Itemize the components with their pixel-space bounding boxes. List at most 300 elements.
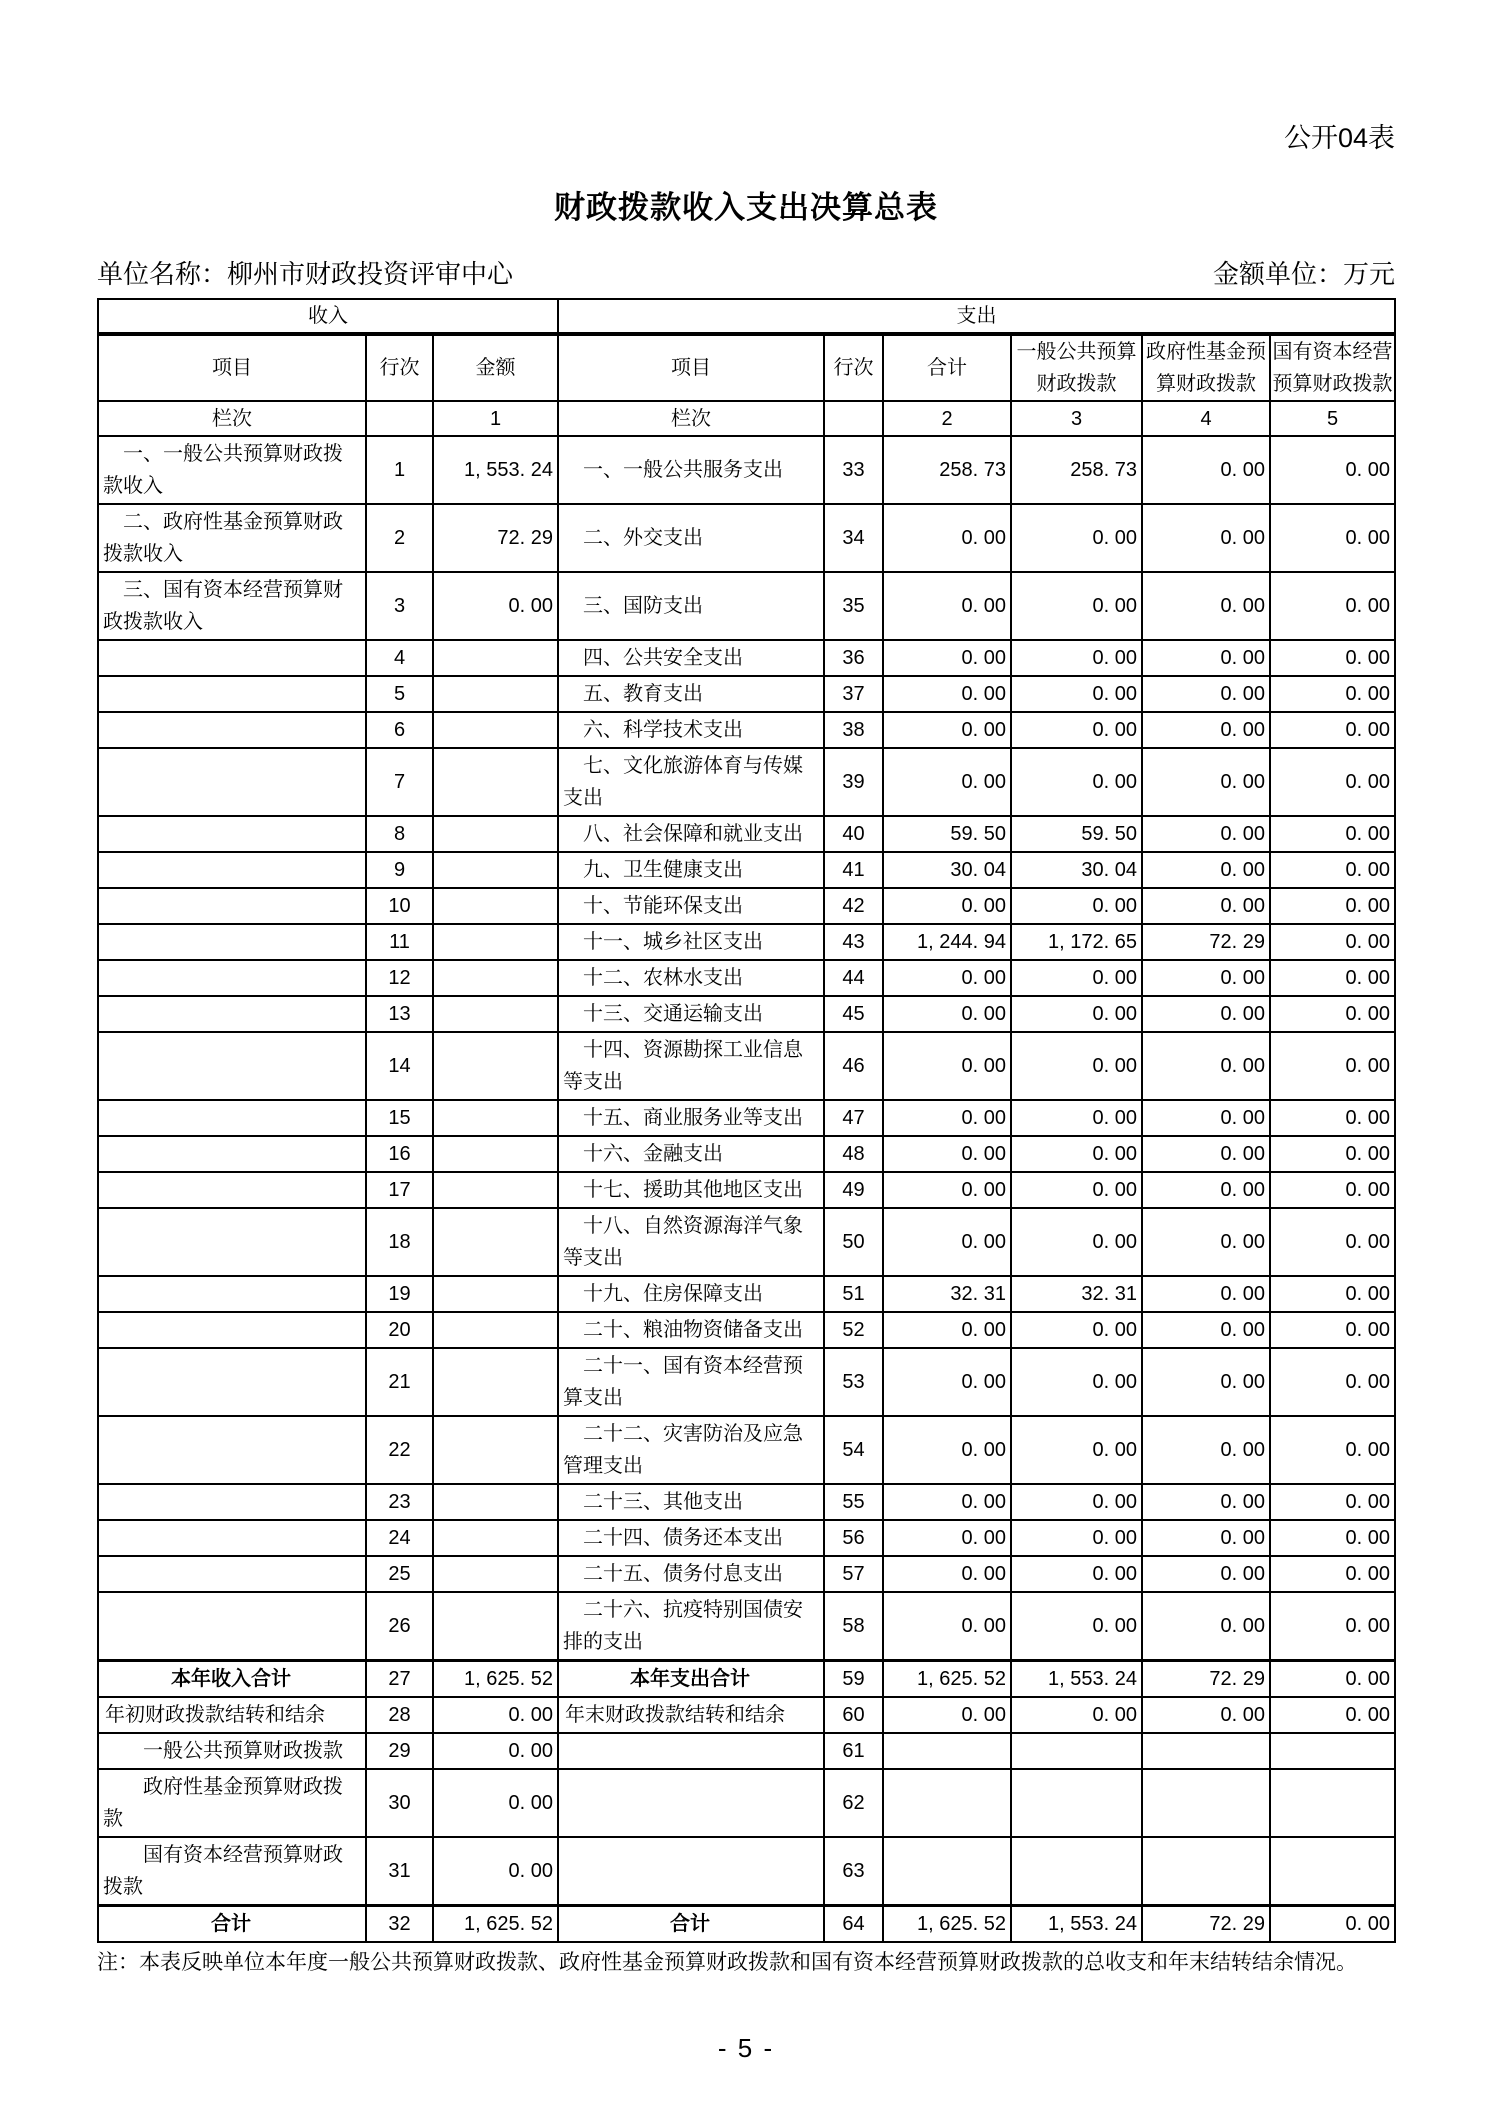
amount-cell: 0. 00: [1011, 1136, 1142, 1172]
table-row: [98, 1556, 1395, 1592]
table-row: [98, 816, 1395, 852]
amount-cell: 0. 00: [1011, 504, 1142, 572]
col-header-general-budget: 一般公共预算财政拨款: [1011, 334, 1142, 401]
table-row: [98, 1136, 1395, 1172]
index-cell: 5: [1270, 401, 1395, 436]
line-no-cell: 14: [366, 1032, 433, 1100]
amount-cell: 0. 00: [1142, 1136, 1270, 1172]
amount-cell: 0. 00: [1270, 1136, 1395, 1172]
item-cell: [98, 1556, 366, 1592]
line-no-cell: 39: [824, 748, 883, 816]
table-row: [98, 504, 1395, 572]
amount-cell: 0. 00: [1270, 1697, 1395, 1733]
line-no-cell: 46: [824, 1032, 883, 1100]
line-no-cell: 28: [366, 1697, 433, 1733]
table-row: [98, 1172, 1395, 1208]
item-cell: [98, 1348, 366, 1416]
amount-cell: 0. 00: [433, 1837, 558, 1906]
table-row: [98, 888, 1395, 924]
amount-cell: 0. 00: [1011, 676, 1142, 712]
income-group-header: 收入: [98, 299, 558, 334]
col-header-gov-fund: 政府性基金预算财政拨款: [1142, 334, 1270, 401]
table-row: [98, 1661, 1395, 1698]
table-row: [98, 1100, 1395, 1136]
amount-cell: 0. 00: [1142, 436, 1270, 504]
amount-cell: 0. 00: [883, 572, 1011, 640]
amount-cell: [433, 1592, 558, 1661]
amount-cell: 0. 00: [1270, 1416, 1395, 1484]
amount-cell: 0. 00: [1270, 1348, 1395, 1416]
amount-cell: 0. 00: [1142, 1697, 1270, 1733]
line-no-cell: 17: [366, 1172, 433, 1208]
item-cell: [98, 1136, 366, 1172]
item-cell: 二十四、债务还本支出: [558, 1520, 824, 1556]
item-cell: 国有资本经营预算财政拨款: [98, 1837, 366, 1906]
table-row: [98, 1837, 1395, 1906]
amount-cell: 0. 00: [883, 1592, 1011, 1661]
amount-cell: 0. 00: [1142, 1484, 1270, 1520]
amount-cell: 0. 00: [883, 1348, 1011, 1416]
amount-cell: [433, 1172, 558, 1208]
amount-cell: [1270, 1837, 1395, 1906]
line-no-cell: 26: [366, 1592, 433, 1661]
line-no-cell: 24: [366, 1520, 433, 1556]
line-no-cell: 4: [366, 640, 433, 676]
page: [97, 0, 1395, 2064]
amount-cell: 0. 00: [883, 676, 1011, 712]
amount-cell: 0. 00: [1270, 504, 1395, 572]
amount-cell: [883, 1769, 1011, 1837]
line-no-cell: 3: [366, 572, 433, 640]
amount-cell: 0. 00: [1142, 1172, 1270, 1208]
amount-cell: 0. 00: [883, 1208, 1011, 1276]
index-cell: [366, 401, 433, 436]
expense-group-header: 支出: [558, 299, 1395, 334]
amount-cell: 0. 00: [1142, 1100, 1270, 1136]
amount-cell: 0. 00: [1011, 748, 1142, 816]
item-cell: [558, 1837, 824, 1906]
amount-cell: 0. 00: [1142, 640, 1270, 676]
line-no-cell: 1: [366, 436, 433, 504]
item-cell: 合计: [98, 1906, 366, 1943]
line-no-cell: 59: [824, 1661, 883, 1698]
amount-cell: 0. 00: [433, 572, 558, 640]
table-row: [98, 1769, 1395, 1837]
item-cell: [98, 1276, 366, 1312]
line-no-cell: 8: [366, 816, 433, 852]
amount-cell: 0. 00: [1270, 572, 1395, 640]
item-cell: [98, 712, 366, 748]
line-no-cell: 49: [824, 1172, 883, 1208]
item-cell: 一般公共预算财政拨款: [98, 1733, 366, 1769]
amount-cell: [433, 640, 558, 676]
line-no-cell: 33: [824, 436, 883, 504]
amount-cell: 1, 553. 24: [433, 436, 558, 504]
index-cell: 栏次: [98, 401, 366, 436]
line-no-cell: 42: [824, 888, 883, 924]
amount-cell: 1, 244. 94: [883, 924, 1011, 960]
amount-cell: [1142, 1733, 1270, 1769]
line-no-cell: 9: [366, 852, 433, 888]
amount-cell: 0. 00: [1270, 960, 1395, 996]
amount-cell: 0. 00: [883, 1032, 1011, 1100]
line-no-cell: 38: [824, 712, 883, 748]
amount-cell: 30. 04: [1011, 852, 1142, 888]
item-cell: [98, 960, 366, 996]
line-no-cell: 2: [366, 504, 433, 572]
amount-cell: [1011, 1733, 1142, 1769]
line-no-cell: 54: [824, 1416, 883, 1484]
item-cell: 十八、自然资源海洋气象等支出: [558, 1208, 824, 1276]
amount-cell: 0. 00: [1142, 960, 1270, 996]
amount-cell: 32. 31: [1011, 1276, 1142, 1312]
amount-cell: 0. 00: [1011, 1697, 1142, 1733]
item-cell: 十七、援助其他地区支出: [558, 1172, 824, 1208]
amount-cell: [433, 1208, 558, 1276]
line-no-cell: 61: [824, 1733, 883, 1769]
amount-cell: 0. 00: [1270, 640, 1395, 676]
line-no-cell: 44: [824, 960, 883, 996]
amount-cell: 0. 00: [1270, 852, 1395, 888]
item-cell: [558, 1769, 824, 1837]
item-cell: 二十五、债务付息支出: [558, 1556, 824, 1592]
amount-cell: 0. 00: [883, 640, 1011, 676]
line-no-cell: 27: [366, 1661, 433, 1698]
amount-cell: 0. 00: [1011, 1556, 1142, 1592]
amount-cell: 0. 00: [1011, 1208, 1142, 1276]
amount-cell: [433, 888, 558, 924]
line-no-cell: 45: [824, 996, 883, 1032]
table-row: [98, 1416, 1395, 1484]
amount-cell: 0. 00: [1270, 1906, 1395, 1943]
amount-cell: 0. 00: [1270, 1556, 1395, 1592]
item-cell: 十五、商业服务业等支出: [558, 1100, 824, 1136]
amount-cell: 0. 00: [883, 1556, 1011, 1592]
amount-cell: 0. 00: [1011, 572, 1142, 640]
footnote: 注：本表反映单位本年度一般公共预算财政拨款、政府性基金预算财政拨款和国有资本经营预算财政拨款的总收支和年末结转结余情况。: [97, 1951, 1357, 1974]
group-header-row: [98, 299, 1395, 334]
line-no-cell: 50: [824, 1208, 883, 1276]
amount-cell: [433, 1312, 558, 1348]
amount-cell: 1, 172. 65: [1011, 924, 1142, 960]
amount-cell: 0. 00: [1270, 1592, 1395, 1661]
amount-cell: [1270, 1733, 1395, 1769]
item-cell: [98, 924, 366, 960]
amount-cell: 0. 00: [883, 888, 1011, 924]
amount-cell: 0. 00: [1142, 1276, 1270, 1312]
item-cell: 三、国防支出: [558, 572, 824, 640]
item-cell: 二、政府性基金预算财政拨款收入: [98, 504, 366, 572]
amount-cell: 258. 73: [1011, 436, 1142, 504]
amount-cell: 0. 00: [1011, 960, 1142, 996]
line-no-cell: 20: [366, 1312, 433, 1348]
amount-cell: 0. 00: [883, 1520, 1011, 1556]
amount-cell: [433, 1348, 558, 1416]
col-header-expense-total: 合计: [883, 334, 1011, 401]
amount-cell: [433, 1520, 558, 1556]
line-no-cell: 57: [824, 1556, 883, 1592]
line-no-cell: 43: [824, 924, 883, 960]
amount-cell: 0. 00: [883, 996, 1011, 1032]
item-cell: 九、卫生健康支出: [558, 852, 824, 888]
item-cell: [98, 748, 366, 816]
amount-cell: 0. 00: [1142, 1208, 1270, 1276]
amount-cell: [433, 1136, 558, 1172]
form-code: 公开04表: [1283, 123, 1395, 153]
line-no-cell: 48: [824, 1136, 883, 1172]
table-row: [98, 1276, 1395, 1312]
page-title: 财政拨款收入支出决算总表: [554, 190, 938, 225]
item-cell: [98, 1312, 366, 1348]
page-number: - 5 -: [717, 2033, 775, 2063]
item-cell: 本年支出合计: [558, 1661, 824, 1698]
amount-cell: 0. 00: [1270, 1520, 1395, 1556]
amount-cell: 1, 553. 24: [1011, 1661, 1142, 1698]
col-header-expense-line: 行次: [824, 334, 883, 401]
line-no-cell: 36: [824, 640, 883, 676]
col-header-expense-item: 项目: [558, 334, 824, 401]
line-no-cell: 13: [366, 996, 433, 1032]
amount-cell: 0. 00: [1142, 1032, 1270, 1100]
amount-cell: [1011, 1769, 1142, 1837]
amount-cell: 0. 00: [1270, 1208, 1395, 1276]
amount-cell: 0. 00: [1011, 1312, 1142, 1348]
amount-cell: 0. 00: [883, 1416, 1011, 1484]
item-cell: 二十一、国有资本经营预算支出: [558, 1348, 824, 1416]
line-no-cell: 34: [824, 504, 883, 572]
amount-cell: [433, 1100, 558, 1136]
item-cell: 十九、住房保障支出: [558, 1276, 824, 1312]
amount-cell: 0. 00: [1142, 572, 1270, 640]
item-cell: 二十二、灾害防治及应急管理支出: [558, 1416, 824, 1484]
amount-cell: 0. 00: [1270, 996, 1395, 1032]
amount-cell: 0. 00: [1142, 748, 1270, 816]
item-cell: 十四、资源勘探工业信息等支出: [558, 1032, 824, 1100]
column-header-row: [98, 334, 1395, 401]
table-row: [98, 1208, 1395, 1276]
line-no-cell: 58: [824, 1592, 883, 1661]
line-no-cell: 41: [824, 852, 883, 888]
amount-cell: 1, 625. 52: [883, 1906, 1011, 1943]
index-cell: 1: [433, 401, 558, 436]
amount-cell: 0. 00: [433, 1733, 558, 1769]
amount-cell: 0. 00: [1011, 1416, 1142, 1484]
amount-cell: 0. 00: [1142, 712, 1270, 748]
table-row: [98, 1906, 1395, 1943]
item-cell: 十一、城乡社区支出: [558, 924, 824, 960]
item-cell: 三、国有资本经营预算财政拨款收入: [98, 572, 366, 640]
item-cell: 二十、粮油物资储备支出: [558, 1312, 824, 1348]
amount-cell: 0. 00: [1142, 1592, 1270, 1661]
line-no-cell: 47: [824, 1100, 883, 1136]
amount-cell: 0. 00: [1011, 640, 1142, 676]
item-cell: [98, 1416, 366, 1484]
amount-cell: 0. 00: [1270, 1172, 1395, 1208]
amount-cell: 0. 00: [1011, 1032, 1142, 1100]
table-row: [98, 1312, 1395, 1348]
line-no-cell: 52: [824, 1312, 883, 1348]
amount-cell: 0. 00: [1270, 924, 1395, 960]
amount-cell: 0. 00: [883, 712, 1011, 748]
amount-cell: 0. 00: [1011, 1348, 1142, 1416]
amount-cell: [1142, 1769, 1270, 1837]
amount-cell: 0. 00: [1142, 852, 1270, 888]
line-no-cell: 5: [366, 676, 433, 712]
line-no-cell: 25: [366, 1556, 433, 1592]
item-cell: 十三、交通运输支出: [558, 996, 824, 1032]
item-cell: 六、科学技术支出: [558, 712, 824, 748]
table-row: [98, 852, 1395, 888]
unit-name: 单位名称：柳州市财政投资评审中心: [97, 259, 514, 289]
amount-cell: [433, 1416, 558, 1484]
item-cell: 十、节能环保支出: [558, 888, 824, 924]
col-header-income-item: 项目: [98, 334, 366, 401]
item-cell: [98, 1208, 366, 1276]
table-row: [98, 712, 1395, 748]
amount-cell: 0. 00: [883, 960, 1011, 996]
item-cell: 一、一般公共预算财政拨款收入: [98, 436, 366, 504]
item-cell: [98, 1520, 366, 1556]
amount-cell: [433, 852, 558, 888]
amount-cell: 72. 29: [1142, 924, 1270, 960]
amount-cell: 0. 00: [1142, 1312, 1270, 1348]
line-no-cell: 19: [366, 1276, 433, 1312]
amount-cell: 0. 00: [1142, 888, 1270, 924]
amount-cell: 0. 00: [1270, 816, 1395, 852]
amount-cell: [433, 1032, 558, 1100]
item-cell: 十六、金融支出: [558, 1136, 824, 1172]
amount-cell: 0. 00: [883, 748, 1011, 816]
item-cell: [98, 1592, 366, 1661]
line-no-cell: 64: [824, 1906, 883, 1943]
item-cell: 二十三、其他支出: [558, 1484, 824, 1520]
meta-row: [97, 258, 1395, 290]
index-cell: 栏次: [558, 401, 824, 436]
line-no-cell: 10: [366, 888, 433, 924]
item-cell: [98, 816, 366, 852]
amount-cell: 0. 00: [1142, 676, 1270, 712]
amount-cell: 258. 73: [883, 436, 1011, 504]
line-no-cell: 62: [824, 1769, 883, 1837]
table-row: [98, 1697, 1395, 1733]
line-no-cell: 40: [824, 816, 883, 852]
amount-cell: [1011, 1837, 1142, 1906]
amount-cell: 1, 625. 52: [433, 1906, 558, 1943]
index-cell: 3: [1011, 401, 1142, 436]
amount-cell: 0. 00: [883, 504, 1011, 572]
amount-cell: 0. 00: [1270, 1661, 1395, 1698]
index-cell: 2: [883, 401, 1011, 436]
amount-cell: 0. 00: [1011, 1592, 1142, 1661]
amount-cell: 0. 00: [1142, 1348, 1270, 1416]
table-row: [98, 996, 1395, 1032]
item-cell: [98, 676, 366, 712]
line-no-cell: 60: [824, 1697, 883, 1733]
amount-cell: 0. 00: [1270, 1484, 1395, 1520]
line-no-cell: 23: [366, 1484, 433, 1520]
item-cell: [98, 852, 366, 888]
item-cell: 四、公共安全支出: [558, 640, 824, 676]
amount-cell: 0. 00: [1270, 1276, 1395, 1312]
line-no-cell: 15: [366, 1100, 433, 1136]
column-index-row: [98, 401, 1395, 436]
table-row: [98, 640, 1395, 676]
table-row: [98, 1520, 1395, 1556]
amount-cell: [433, 924, 558, 960]
amount-cell: 0. 00: [1270, 888, 1395, 924]
amount-cell: 0. 00: [883, 1172, 1011, 1208]
amount-cell: [433, 712, 558, 748]
amount-cell: 1, 625. 52: [433, 1661, 558, 1698]
line-no-cell: 22: [366, 1416, 433, 1484]
amount-cell: 32. 31: [883, 1276, 1011, 1312]
table-row: [98, 924, 1395, 960]
amount-cell: 72. 29: [1142, 1661, 1270, 1698]
amount-cell: 0. 00: [1142, 816, 1270, 852]
amount-cell: 1, 553. 24: [1011, 1906, 1142, 1943]
amount-cell: 0. 00: [883, 1484, 1011, 1520]
amount-cell: 72. 29: [433, 504, 558, 572]
item-cell: 本年收入合计: [98, 1661, 366, 1698]
amount-cell: 0. 00: [1011, 1484, 1142, 1520]
item-cell: [98, 1100, 366, 1136]
amount-cell: 0. 00: [433, 1697, 558, 1733]
amount-cell: [433, 996, 558, 1032]
amount-cell: 0. 00: [1011, 888, 1142, 924]
table-body: [98, 436, 1395, 1942]
line-no-cell: 55: [824, 1484, 883, 1520]
item-cell: 年末财政拨款结转和结余: [558, 1697, 824, 1733]
line-no-cell: 12: [366, 960, 433, 996]
amount-cell: 0. 00: [1142, 1520, 1270, 1556]
amount-cell: 0. 00: [883, 1312, 1011, 1348]
amount-cell: 0. 00: [1270, 748, 1395, 816]
col-header-income-line: 行次: [366, 334, 433, 401]
amount-cell: [883, 1733, 1011, 1769]
line-no-cell: 32: [366, 1906, 433, 1943]
line-no-cell: 30: [366, 1769, 433, 1837]
table-row: [98, 676, 1395, 712]
table-row: [98, 436, 1395, 504]
item-cell: 合计: [558, 1906, 824, 1943]
amount-cell: [433, 1276, 558, 1312]
item-cell: 年初财政拨款结转和结余: [98, 1697, 366, 1733]
item-cell: [98, 640, 366, 676]
item-cell: [98, 888, 366, 924]
item-cell: 五、教育支出: [558, 676, 824, 712]
amount-cell: 0. 00: [883, 1136, 1011, 1172]
amount-cell: 59. 50: [1011, 816, 1142, 852]
amount-cell: 0. 00: [1270, 1312, 1395, 1348]
line-no-cell: 29: [366, 1733, 433, 1769]
amount-cell: 0. 00: [1270, 1032, 1395, 1100]
item-cell: [98, 1172, 366, 1208]
amount-cell: 0. 00: [883, 1697, 1011, 1733]
amount-cell: [883, 1837, 1011, 1906]
item-cell: [98, 996, 366, 1032]
table-row: [98, 572, 1395, 640]
line-no-cell: 51: [824, 1276, 883, 1312]
line-no-cell: 16: [366, 1136, 433, 1172]
line-no-cell: 31: [366, 1837, 433, 1906]
item-cell: 二十六、抗疫特别国债安排的支出: [558, 1592, 824, 1661]
amount-cell: [433, 816, 558, 852]
line-no-cell: 63: [824, 1837, 883, 1906]
line-no-cell: 56: [824, 1520, 883, 1556]
amount-cell: 0. 00: [1011, 1100, 1142, 1136]
item-cell: 政府性基金预算财政拨款: [98, 1769, 366, 1837]
line-no-cell: 53: [824, 1348, 883, 1416]
